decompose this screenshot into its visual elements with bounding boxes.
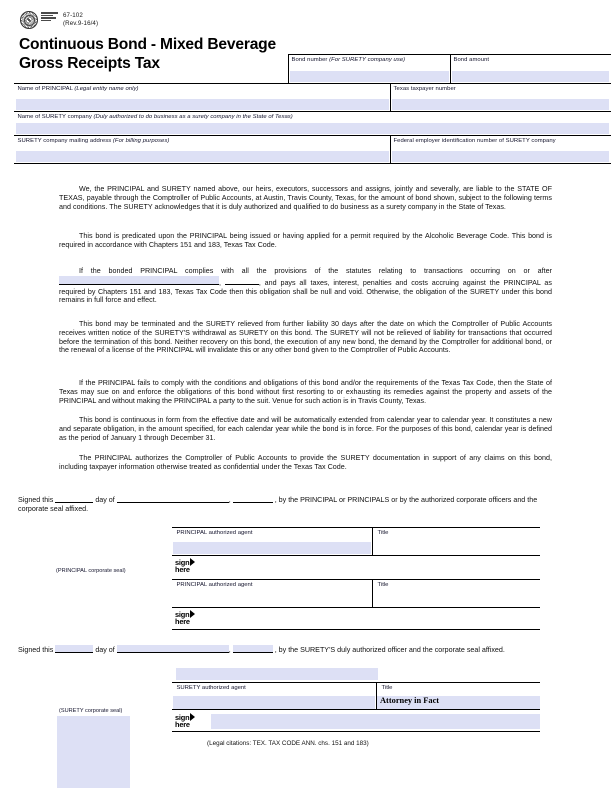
field-input-principal-name[interactable] (16, 99, 389, 110)
field-input-effective-date[interactable] (59, 276, 219, 285)
field-bond-number[interactable] (289, 55, 450, 83)
principal-signing-statement: Signed this day of , , by the PRINCIPAL or PRINCIPALS or by the authorized corporate officers and the corporate seal affixed. (18, 495, 598, 515)
rule (172, 629, 540, 630)
texas-comptroller-seal-icon (20, 11, 38, 29)
agency-logo-block (20, 11, 98, 29)
field-input-principal-agent-1[interactable] (173, 542, 371, 554)
day-of-label: day of (95, 496, 115, 504)
surety-agent-prefill-strip[interactable] (176, 668, 378, 680)
field-surety-address[interactable] (15, 136, 390, 163)
rule (372, 527, 373, 555)
principal-agent-label-2: PRINCIPAL authorized agent (176, 581, 253, 588)
principal-title-label-2: Title (377, 581, 389, 588)
paragraph-7 (59, 454, 552, 472)
paragraph-3-text-a: If the bonded PRINCIPAL complies with all the provisions of the statutes relating to transactions occurring on or after (79, 267, 552, 275)
field-input-principal-month[interactable] (117, 495, 229, 503)
field-input-surety-fein[interactable] (392, 151, 609, 162)
field-input-surety-year[interactable] (233, 645, 273, 653)
surety-signing-statement: Signed this day of , , by the SURETY'S duly authorized officer and the corporate seal affixed. (18, 646, 505, 654)
principal-corporate-seal-note: (PRINCIPAL corporate seal) (56, 568, 126, 574)
paragraph-2 (59, 232, 552, 250)
paragraph-7-text: The PRINCIPAL authorizes the Comptroller of Public Accounts to provide the SURETY documentation in support of any claims on this bond, including taxpayer information otherwise treated as confidential under the Texas Tax Code. (59, 454, 552, 471)
sign-here-marker-1: sign here (175, 558, 195, 573)
paragraph-6 (59, 416, 552, 442)
principal-agent-label-1: PRINCIPAL authorized agent (176, 529, 253, 536)
sign-here-arrow-icon (190, 610, 195, 618)
field-label: Federal employer identification number of SURETY company (393, 137, 556, 144)
principal-title-label-1: Title (377, 529, 389, 536)
signed-this-label: Signed this (18, 646, 54, 654)
field-input-surety-agent[interactable] (173, 696, 375, 709)
field-input-surety-month[interactable] (117, 645, 229, 653)
sign-here-arrow-icon (190, 713, 195, 721)
field-input-bond-amount[interactable] (452, 71, 609, 82)
principal-signing-tail2: corporate seal affixed. (18, 505, 89, 514)
field-label: Name of PRINCIPAL (Legal entity name only) (17, 85, 139, 92)
signed-this-label: Signed this (18, 496, 54, 504)
principal-signing-tail: , by the PRINCIPAL or PRINCIPALS or by the authorized corporate officers and the (274, 496, 538, 504)
rule (172, 709, 540, 710)
field-input-principal-year[interactable] (233, 495, 273, 503)
field-input-surety-signature[interactable] (211, 714, 540, 729)
field-input-bond-number[interactable] (290, 71, 449, 82)
rule (172, 731, 540, 732)
field-input-surety-address[interactable] (16, 151, 389, 162)
paragraph-3-text-b: , and pays all taxes, interest, penalties and costs accruing against the PRINCIPAL as required by Chapters 151 and 183, Texas Tax Code then this obligation shall be null and void. Otherwise, the obligation of the SURETY under this bond remains in full force and effect. (59, 278, 552, 305)
paragraph-5-text: If the PRINCIPAL fails to comply with the conditions and obligations of this bond and/or the requirements of the Texas Tax Code, then the State of Texas may sue on and enforce the obligations of this bond without first resorting to or exhausting its remedies against the property and assets of the PRINCIPAL and without making the PRINCIPAL a party to the suit. Venue for such action is in Travis County, Texas. (59, 379, 552, 405)
field-surety-name[interactable] (15, 112, 610, 135)
field-input-surety-name[interactable] (16, 123, 609, 134)
page-title-line2: Gross Receipts Tax (19, 54, 160, 72)
field-label: SURETY company mailing address (For billing purposes) (17, 137, 170, 144)
rule (172, 555, 540, 556)
surety-title-value: Attorney in Fact (380, 696, 440, 705)
agency-wordmark (41, 11, 58, 21)
paragraph-6-text: This bond is continuous in form from the effective date and will be automatically extended from calendar year to calendar year. It constitutes a new and separate obligation, in the amount specified, for each calendar year while the bond is in force. For the purposes of this bond, calendar year is defined as the period of January 1 through December 31. (59, 416, 552, 442)
rule (172, 607, 540, 608)
field-label: Bond amount (453, 56, 490, 63)
sign-here-arrow-icon (190, 558, 195, 566)
field-input-taxpayer-number[interactable] (392, 99, 609, 110)
paragraph-1 (59, 185, 552, 211)
paragraph-1-text: We, the PRINCIPAL and SURETY named above, our heirs, executors, successors and assigns, jointly and severally, are liable to the STATE OF TEXAS, payable through the Comptroller of Public Accounts, at Austin, Travis County, Texas, for the amount of bond shown, subject to the following terms and conditions. The SURETY acknowledges that it is duly authorized and qualified to do business as a surety company in the State of Texas. (59, 185, 552, 211)
surety-title-label: Title (381, 684, 393, 691)
field-label: Name of SURETY company (Duly authorized to do business as a surety company in the State of Texas) (17, 113, 293, 120)
rule (14, 163, 611, 164)
paragraph-2-text: This bond is predicated upon the PRINCIPAL being issued or having applied for a permit required by the Alcoholic Beverage Code. This bond is required in accordance with Chapters 151 and 183, Texas Tax Code. (59, 232, 552, 249)
surety-corporate-seal-note: (SURETY corporate seal) (59, 708, 123, 714)
field-label: Texas taxpayer number (393, 85, 456, 92)
paragraph-5 (59, 379, 552, 405)
field-taxpayer-number[interactable] (391, 84, 610, 111)
paragraph-4-text: This bond may be terminated and the SURETY relieved from further liability 30 days after the date on which the Comptroller of Public Accounts receives written notice of the SURETY'S withdrawal as SURETY on this bond. The SURETY will not be relieved of liability for transactions that occurred before the termination of this bond. Neither recovery on this bond, the execution of any new bond, the demand by the Comptroller for additional bond, or the renewal of a license of the PRINCIPAL will invalidate this or any other bond given to the Comptroller of Public Accounts. (59, 320, 552, 355)
day-of-label: day of (95, 646, 115, 654)
field-surety-fein[interactable] (391, 136, 610, 163)
form-number-block (61, 11, 98, 27)
field-input-surety-day[interactable] (55, 645, 93, 653)
page-title (19, 36, 299, 73)
surety-signing-tail: , by the SURETY'S duly authorized officer and the corporate seal affixed. (274, 646, 505, 654)
surety-corporate-seal-box[interactable] (57, 716, 130, 788)
surety-agent-label: SURETY authorized agent (176, 684, 246, 691)
field-label: Bond number (For SURETY company use) (291, 56, 406, 63)
sign-here-marker-3: sign here (175, 713, 195, 728)
field-bond-amount[interactable] (451, 55, 610, 83)
field-input-principal-day[interactable] (55, 495, 93, 503)
paragraph-3: If the bonded PRINCIPAL complies with all the provisions of the statutes relating to transactions occurring on or after , , and pays all taxes, interest, penalties and costs accruing against the PRINCIPAL as required by Chapters 151 and 183, Texas Tax Code then this obligation shall be null and void. Otherwise, the obligation of the SURETY under this bond remains in full force and effect. (59, 267, 552, 305)
paragraph-4 (59, 320, 552, 355)
form-revision: (Rev.9-16/4) (63, 19, 99, 27)
page-title-line1: Continuous Bond - Mixed Beverage (19, 36, 276, 53)
field-principal-name[interactable] (15, 84, 390, 111)
sign-here-marker-2: sign here (175, 610, 195, 625)
rule (372, 579, 373, 607)
form-number: 67-102 (63, 12, 83, 19)
legal-citation: (Legal citations: TEX. TAX CODE ANN. chs. 151 and 183) (207, 740, 369, 747)
field-input-effective-year[interactable] (225, 276, 259, 285)
